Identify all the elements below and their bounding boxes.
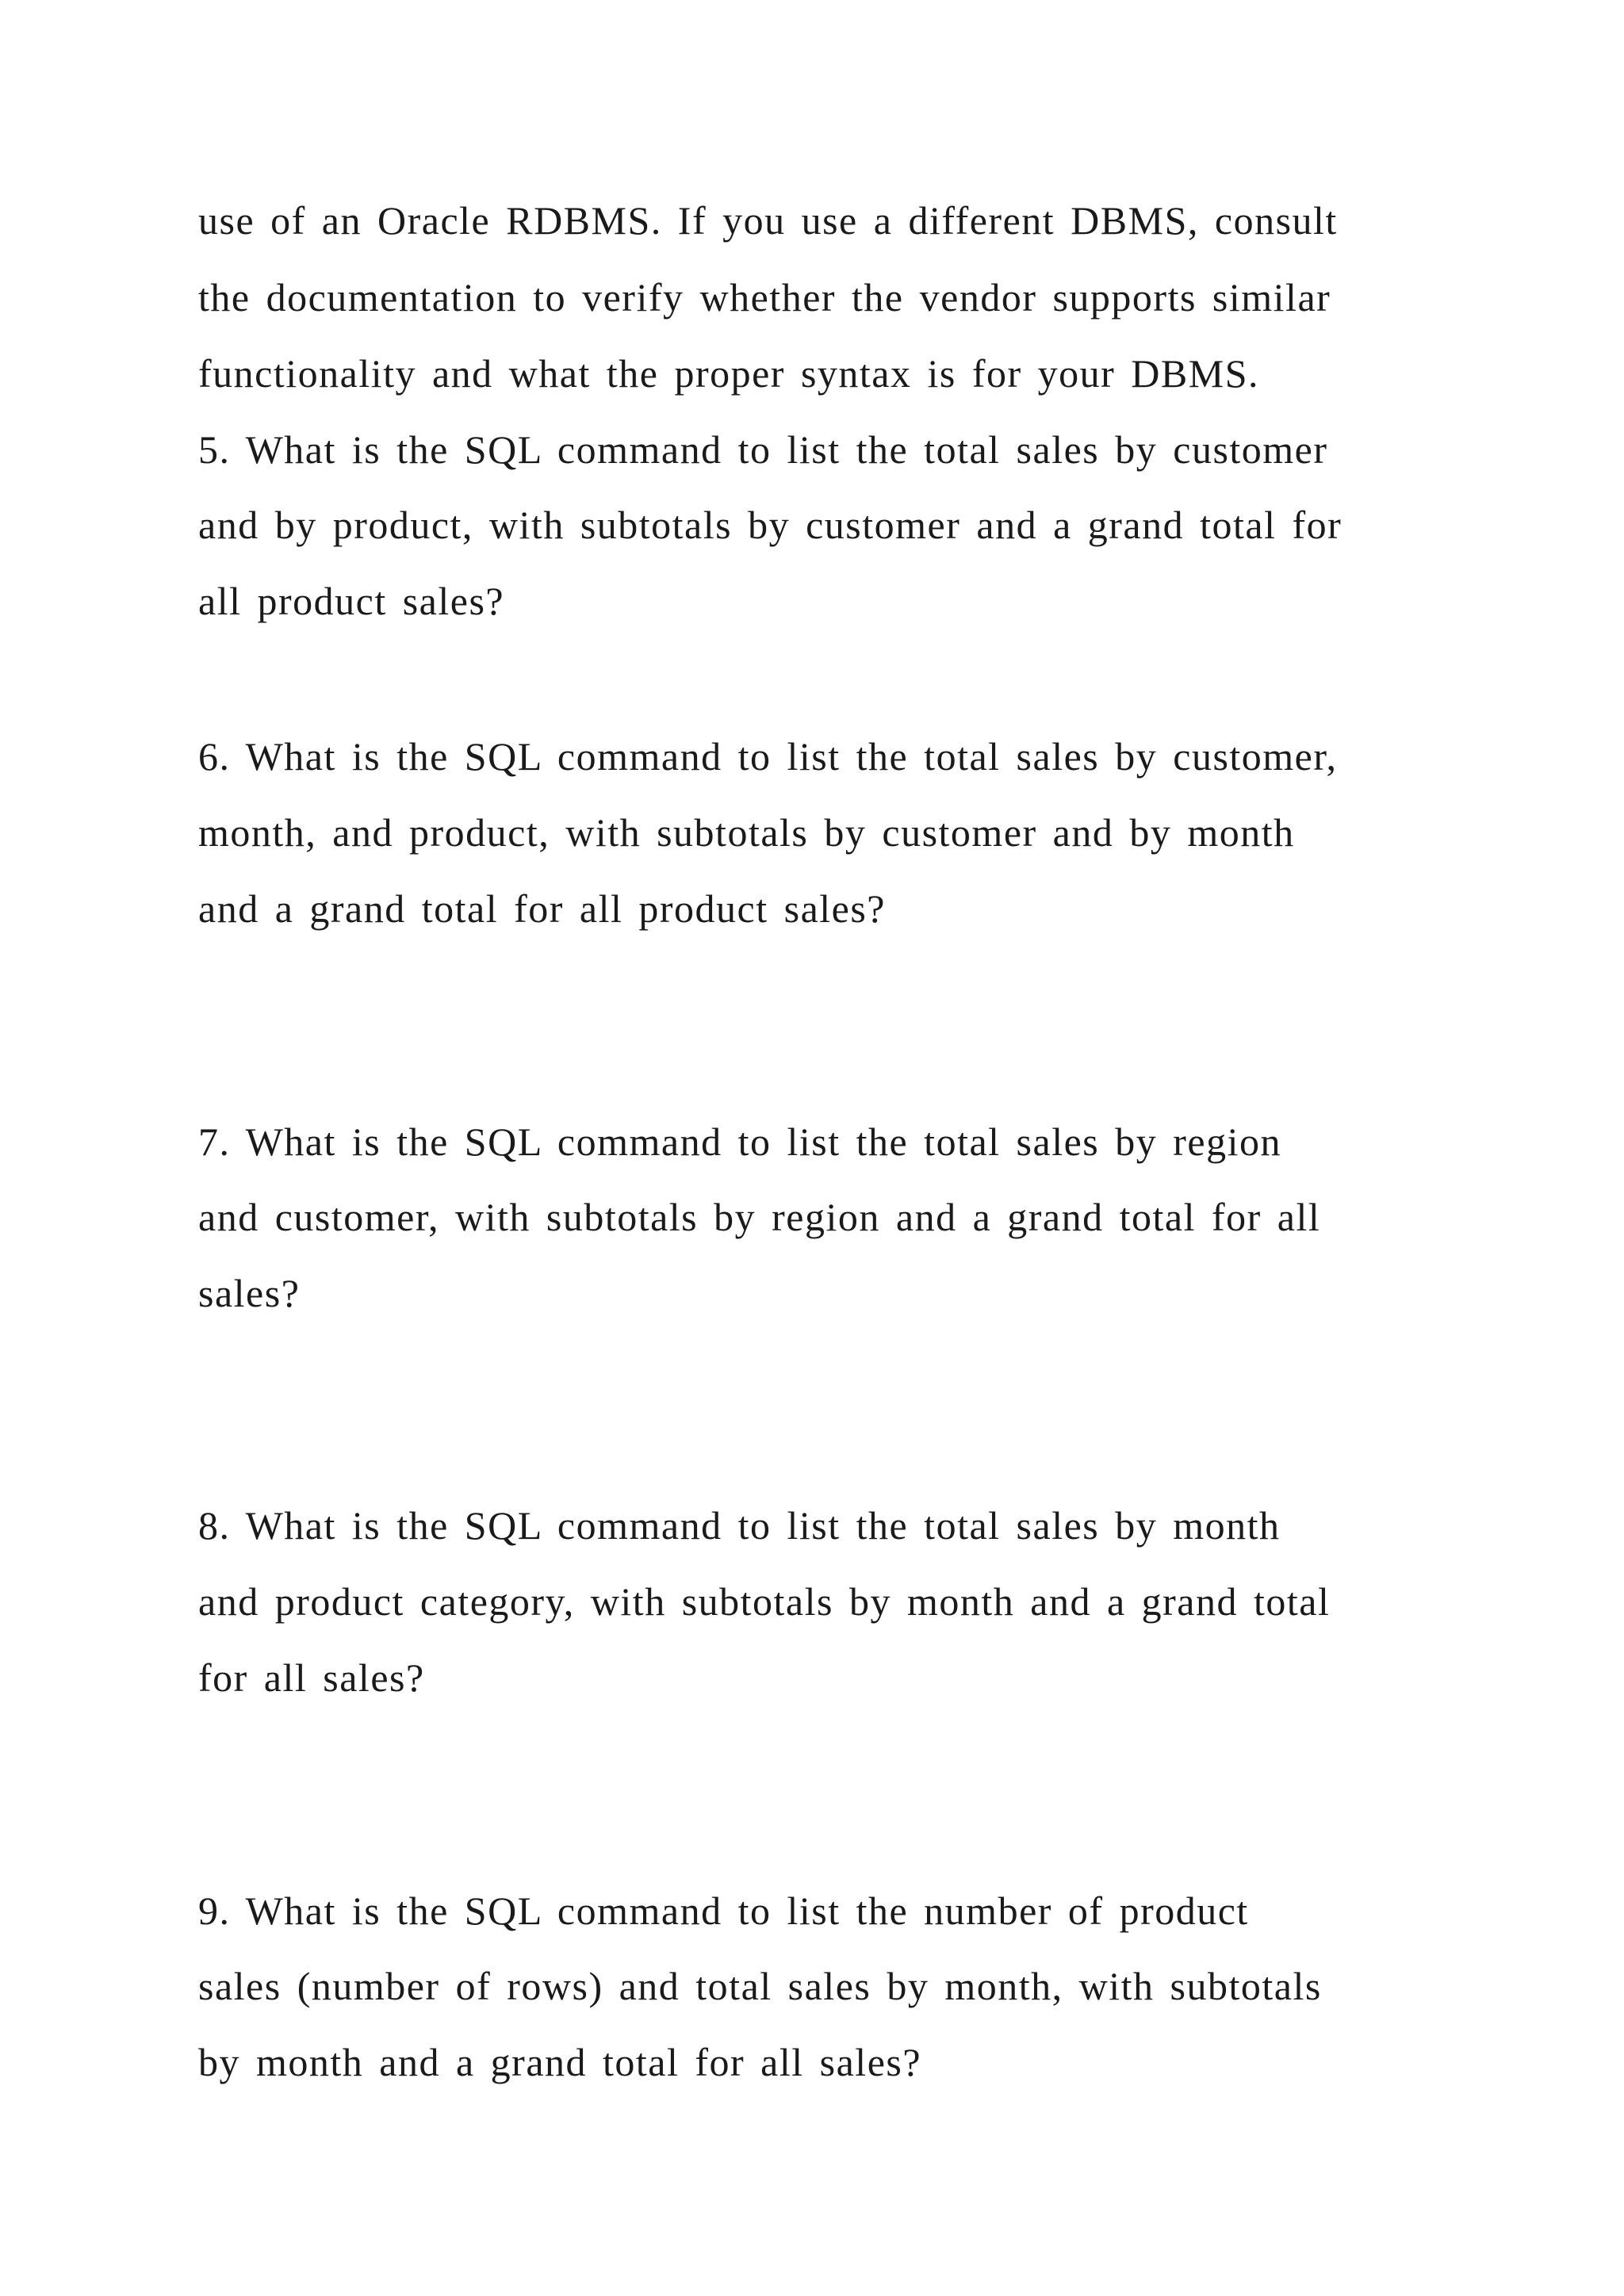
question-8-line-3: for all sales? — [198, 1655, 425, 1700]
question-6-line-3: and a grand total for all product sales? — [198, 886, 886, 931]
question-9-line-1: 9. What is the SQL command to list the number of product — [198, 1888, 1249, 1933]
question-7-line-2: and customer, with subtotals by region and a grand total for all — [198, 1195, 1321, 1239]
intro-line-1: use of an Oracle RDBMS. If you use a different DBMS, consult — [198, 198, 1338, 243]
question-5-line-3: all product sales? — [198, 579, 505, 623]
question-6-line-2: month, and product, with subtotals by customer and by month — [198, 810, 1295, 855]
question-8-line-1: 8. What is the SQL command to list the total sales by month — [198, 1503, 1281, 1548]
question-5-line-1: 5. What is the SQL command to list the total sales by customer — [198, 427, 1328, 472]
question-9-line-2: sales (number of rows) and total sales by month, with subtotals — [198, 1964, 1322, 2008]
question-5-line-2: and by product, with subtotals by customer and a grand total for — [198, 503, 1342, 547]
question-7-line-1: 7. What is the SQL command to list the total sales by region — [198, 1119, 1281, 1164]
intro-line-2: the documentation to verify whether the vendor supports similar — [198, 275, 1331, 320]
question-8-line-2: and product category, with subtotals by month and a grand total — [198, 1579, 1331, 1624]
question-7-line-3: sales? — [198, 1271, 301, 1315]
question-6-line-1: 6. What is the SQL command to list the total sales by customer, — [198, 734, 1338, 779]
intro-line-3: functionality and what the proper syntax is for your DBMS. — [198, 351, 1260, 396]
question-9-line-3: by month and a grand total for all sales? — [198, 2040, 922, 2084]
